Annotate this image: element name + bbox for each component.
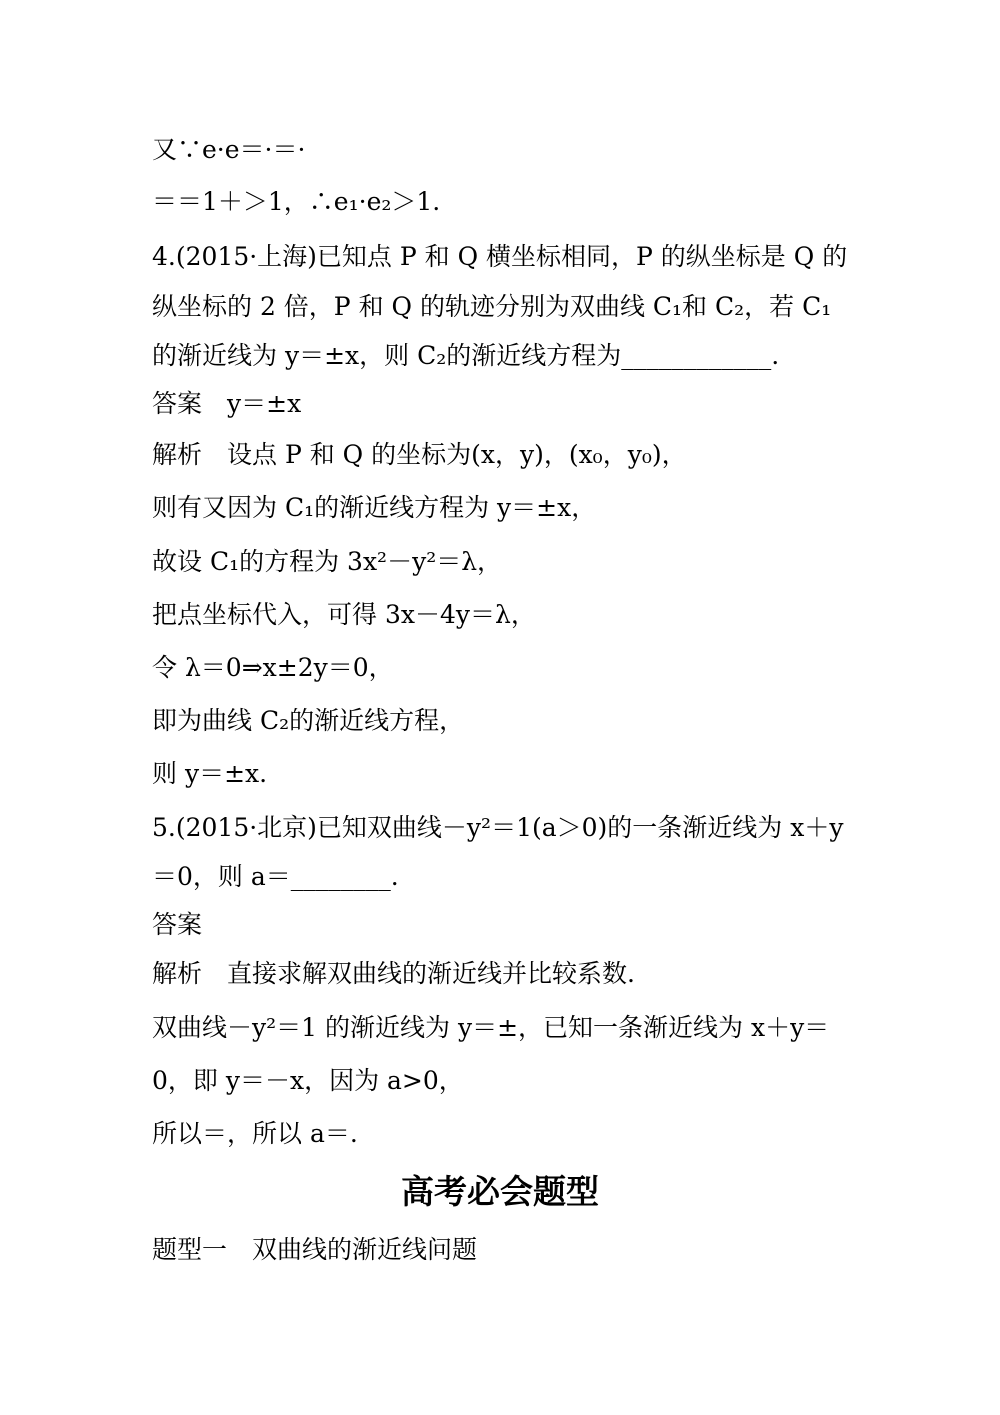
text-line: 双曲线－y²＝1 的渐近线为 y＝±，已知一条渐近线为 x＋y＝ [152,1013,830,1042]
text-line: 把点坐标代入，可得 3x－4y＝λ， [152,600,536,629]
problem-4-line: 4.(2015·上海)已知点 P 和 Q 横坐标相同，P 的纵坐标是 Q 的 [152,242,848,271]
text-line: 则 y＝±x. [152,759,268,788]
analysis-line: 解析 直接求解双曲线的渐近线并比较系数. [152,959,635,988]
text-line: 即为曲线 C₂的渐近线方程， [152,706,465,735]
problem-5-line: ＝0，则 a＝________. [152,862,399,891]
text-line: 令 λ＝0⇒x±2y＝0， [152,653,394,682]
problem-5-line: 5.(2015·北京)已知双曲线－y²＝1(a＞0)的一条渐近线为 x＋y [152,813,844,842]
text-line: 0，即 y＝－x，因为 a>0， [152,1066,464,1095]
text-line: 则有又因为 C₁的渐近线方程为 y＝±x， [152,493,597,522]
section-title: 高考必会题型 [401,1172,599,1211]
text-line: ＝＝1＋＞1，∴e₁·e₂＞1. [152,187,441,216]
subsection-heading: 题型一 双曲线的渐近线问题 [152,1235,478,1264]
answer-line: 答案 [152,910,203,939]
problem-4-line: 的渐近线为 y＝±x，则 C₂的渐近线方程为____________. [152,341,780,370]
answer-line: 答案 y＝±x [152,389,302,418]
analysis-line: 解析 设点 P 和 Q 的坐标为(x，y)，(x₀，y₀)， [152,440,687,469]
text-line: 所以＝，所以 a＝. [152,1119,358,1148]
problem-4-line: 纵坐标的 2 倍，P 和 Q 的轨迹分别为双曲线 C₁和 C₂，若 C₁ [152,292,832,321]
text-line: 故设 C₁的方程为 3x²－y²＝λ， [152,547,503,576]
text-line: 又∵e·e＝·＝· [152,135,306,164]
